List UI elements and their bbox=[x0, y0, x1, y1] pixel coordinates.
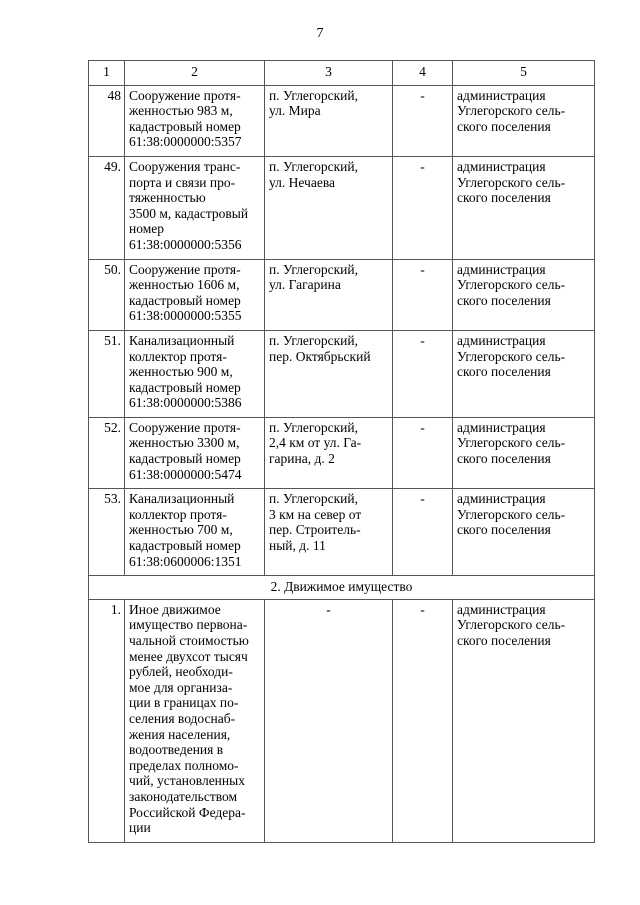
column-4-value: - bbox=[393, 599, 453, 842]
column-header: 1 bbox=[89, 61, 125, 86]
object-address: п. Углегорский, 3 км на север от пер. Строитель- ный, д. 11 bbox=[265, 489, 393, 576]
section-title: 2. Движимое имущество bbox=[89, 576, 595, 600]
table-row bbox=[89, 599, 595, 842]
row-number: 52. bbox=[89, 417, 125, 488]
table-row bbox=[89, 259, 595, 330]
object-name: Сооружение протя- женностью 1606 м, кадастровый номер 61:38:0000000:5355 bbox=[125, 259, 265, 330]
row-number: 50. bbox=[89, 259, 125, 330]
page-number: 7 bbox=[316, 26, 324, 41]
holder-name: администрация Углегорского сель- ского поселения bbox=[453, 330, 595, 417]
object-address: п. Углегорский, ул. Гагарина bbox=[265, 259, 393, 330]
row-number: 48 bbox=[89, 85, 125, 156]
row-number: 51. bbox=[89, 330, 125, 417]
section-row bbox=[89, 576, 595, 600]
column-header: 3 bbox=[265, 61, 393, 86]
object-name: Канализационный коллектор протя- женностью 700 м, кадастровый номер 61:38:0600006:1351 bbox=[125, 489, 265, 576]
row-number: 49. bbox=[89, 156, 125, 259]
table-row bbox=[89, 489, 595, 576]
row-number: 1. bbox=[89, 599, 125, 842]
table-row bbox=[89, 330, 595, 417]
holder-name: администрация Углегорского сель- ского поселения bbox=[453, 599, 595, 842]
object-address: - bbox=[265, 599, 393, 842]
object-name: Сооружение протя- женностью 3300 м, кадастровый номер 61:38:0000000:5474 bbox=[125, 417, 265, 488]
column-header: 4 bbox=[393, 61, 453, 86]
column-4-value: - bbox=[393, 417, 453, 488]
object-name: Сооружения транс- порта и связи про- тяженностью 3500 м, кадастровый номер 61:38:0000000:5356 bbox=[125, 156, 265, 259]
table-row bbox=[89, 156, 595, 259]
object-name: Канализационный коллектор протя- женностью 900 м, кадастровый номер 61:38:0000000:5386 bbox=[125, 330, 265, 417]
table-row bbox=[89, 417, 595, 488]
column-4-value: - bbox=[393, 85, 453, 156]
column-4-value: - bbox=[393, 156, 453, 259]
column-4-value: - bbox=[393, 489, 453, 576]
object-name: Иное движимое имущество первона- чальной стоимостью менее двухсот тысяч рублей, необходи- мое для организа- ции в границах по- селения водоснаб- жения населения, водоотведения в пределах полномо- чий, установленных законодательством Российской Федера- ции bbox=[125, 599, 265, 842]
table-header-row bbox=[89, 61, 595, 86]
holder-name: администрация Углегорского сель- ского поселения bbox=[453, 259, 595, 330]
property-registry-table bbox=[88, 60, 595, 843]
object-address: п. Углегорский, ул. Нечаева bbox=[265, 156, 393, 259]
holder-name: администрация Углегорского сель- ского поселения bbox=[453, 489, 595, 576]
holder-name: администрация Углегорского сель- ского поселения bbox=[453, 85, 595, 156]
object-address: п. Углегорский, 2,4 км от ул. Га- гарина, д. 2 bbox=[265, 417, 393, 488]
holder-name: администрация Углегорского сель- ского поселения bbox=[453, 156, 595, 259]
table-row bbox=[89, 85, 595, 156]
object-address: п. Углегорский, ул. Мира bbox=[265, 85, 393, 156]
object-name: Сооружение протя- женностью 983 м, кадастровый номер 61:38:0000000:5357 bbox=[125, 85, 265, 156]
column-header: 5 bbox=[453, 61, 595, 86]
object-address: п. Углегорский, пер. Октябрьский bbox=[265, 330, 393, 417]
column-header: 2 bbox=[125, 61, 265, 86]
holder-name: администрация Углегорского сель- ского поселения bbox=[453, 417, 595, 488]
column-4-value: - bbox=[393, 259, 453, 330]
column-4-value: - bbox=[393, 330, 453, 417]
row-number: 53. bbox=[89, 489, 125, 576]
